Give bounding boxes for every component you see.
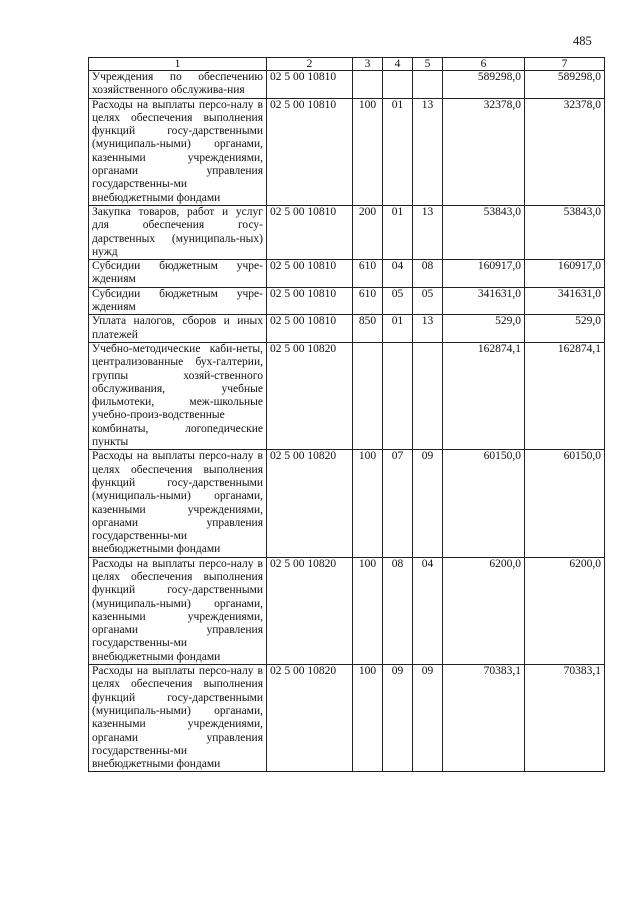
target-code-cell: 02 5 00 10820 <box>267 665 353 772</box>
section-cell: 01 <box>383 315 413 343</box>
expense-type-cell: 100 <box>353 665 383 772</box>
amount-cell: 162874,1 <box>525 342 605 449</box>
table-row <box>89 557 605 664</box>
column-header: 7 <box>525 58 605 71</box>
row-name-cell: Субсидии бюджетным учре-ждениям <box>89 260 267 288</box>
section-cell: 05 <box>383 287 413 315</box>
subsection-cell <box>413 342 443 449</box>
row-name-cell: Учреждения по обеспечению хозяйственного обслужива-ния <box>89 71 267 99</box>
table-row <box>89 315 605 343</box>
row-name-cell: Закупка товаров, работ и услуг для обеспечения госу-дарственных (муниципаль-ных) нужд <box>89 205 267 259</box>
amount-cell: 32378,0 <box>525 98 605 205</box>
row-name-cell: Субсидии бюджетным учре-ждениям <box>89 287 267 315</box>
row-name-cell: Уплата налогов, сборов и иных платежей <box>89 315 267 343</box>
table-row <box>89 205 605 259</box>
column-header: 6 <box>443 58 525 71</box>
table-row <box>89 665 605 772</box>
expense-type-cell: 850 <box>353 315 383 343</box>
expense-type-cell: 100 <box>353 98 383 205</box>
expense-type-cell: 100 <box>353 557 383 664</box>
section-cell: 09 <box>383 665 413 772</box>
expense-type-cell: 610 <box>353 260 383 288</box>
column-header: 5 <box>413 58 443 71</box>
section-cell: 07 <box>383 450 413 557</box>
amount-cell: 341631,0 <box>525 287 605 315</box>
amount-cell: 529,0 <box>525 315 605 343</box>
column-header: 3 <box>353 58 383 71</box>
amount-cell: 70383,1 <box>443 665 525 772</box>
amount-cell: 589298,0 <box>443 71 525 99</box>
expense-type-cell <box>353 71 383 99</box>
amount-cell: 589298,0 <box>525 71 605 99</box>
table-row <box>89 71 605 99</box>
section-cell <box>383 342 413 449</box>
subsection-cell <box>413 71 443 99</box>
section-cell: 04 <box>383 260 413 288</box>
amount-cell: 60150,0 <box>525 450 605 557</box>
target-code-cell: 02 5 00 10820 <box>267 450 353 557</box>
row-name-cell: Расходы на выплаты персо-налу в целях обеспечения выполнения функций госу-дарственными (муниципаль-ными) органами, казенными учреждениями, органами управления государственны-ми внебюджетными фондами <box>89 98 267 205</box>
amount-cell: 32378,0 <box>443 98 525 205</box>
amount-cell: 70383,1 <box>525 665 605 772</box>
amount-cell: 6200,0 <box>525 557 605 664</box>
subsection-cell: 09 <box>413 665 443 772</box>
expense-type-cell: 100 <box>353 450 383 557</box>
target-code-cell: 02 5 00 10810 <box>267 287 353 315</box>
target-code-cell: 02 5 00 10810 <box>267 71 353 99</box>
expense-type-cell <box>353 342 383 449</box>
subsection-cell: 09 <box>413 450 443 557</box>
amount-cell: 162874,1 <box>443 342 525 449</box>
page-number: 485 <box>573 34 592 48</box>
target-code-cell: 02 5 00 10820 <box>267 342 353 449</box>
target-code-cell: 02 5 00 10810 <box>267 260 353 288</box>
table-row <box>89 287 605 315</box>
table-row <box>89 450 605 557</box>
row-name-cell: Расходы на выплаты персо-налу в целях обеспечения выполнения функций госу-дарственными (муниципаль-ными) органами, казенными учреждениями, органами управления государственны-ми внебюджетными фондами <box>89 450 267 557</box>
subsection-cell: 05 <box>413 287 443 315</box>
table-row <box>89 98 605 205</box>
row-name-cell: Учебно-методические каби-неты, централизованные бух-галтерии, группы хозяй-ственного обслуживания, учебные фильмотеки, меж-школьные учебно-произ-водственные комбинаты, логопедические пункты <box>89 342 267 449</box>
column-header: 2 <box>267 58 353 71</box>
subsection-cell: 13 <box>413 98 443 205</box>
amount-cell: 53843,0 <box>443 205 525 259</box>
amount-cell: 160917,0 <box>443 260 525 288</box>
column-header: 4 <box>383 58 413 71</box>
amount-cell: 529,0 <box>443 315 525 343</box>
expense-type-cell: 200 <box>353 205 383 259</box>
table-row <box>89 260 605 288</box>
section-cell: 08 <box>383 557 413 664</box>
amount-cell: 6200,0 <box>443 557 525 664</box>
subsection-cell: 13 <box>413 205 443 259</box>
amount-cell: 60150,0 <box>443 450 525 557</box>
section-cell <box>383 71 413 99</box>
amount-cell: 341631,0 <box>443 287 525 315</box>
subsection-cell: 04 <box>413 557 443 664</box>
target-code-cell: 02 5 00 10810 <box>267 315 353 343</box>
budget-table <box>88 57 605 772</box>
target-code-cell: 02 5 00 10810 <box>267 205 353 259</box>
amount-cell: 53843,0 <box>525 205 605 259</box>
table-header-row <box>89 58 605 71</box>
subsection-cell: 08 <box>413 260 443 288</box>
column-header: 1 <box>89 58 267 71</box>
target-code-cell: 02 5 00 10810 <box>267 98 353 205</box>
subsection-cell: 13 <box>413 315 443 343</box>
section-cell: 01 <box>383 98 413 205</box>
section-cell: 01 <box>383 205 413 259</box>
row-name-cell: Расходы на выплаты персо-налу в целях обеспечения выполнения функций госу-дарственными (муниципаль-ными) органами, казенными учреждениями, органами управления государственны-ми внебюджетными фондами <box>89 665 267 772</box>
table-row <box>89 342 605 449</box>
row-name-cell: Расходы на выплаты персо-налу в целях обеспечения выполнения функций госу-дарственными (муниципаль-ными) органами, казенными учреждениями, органами управления государственны-ми внебюджетными фондами <box>89 557 267 664</box>
target-code-cell: 02 5 00 10820 <box>267 557 353 664</box>
amount-cell: 160917,0 <box>525 260 605 288</box>
expense-type-cell: 610 <box>353 287 383 315</box>
